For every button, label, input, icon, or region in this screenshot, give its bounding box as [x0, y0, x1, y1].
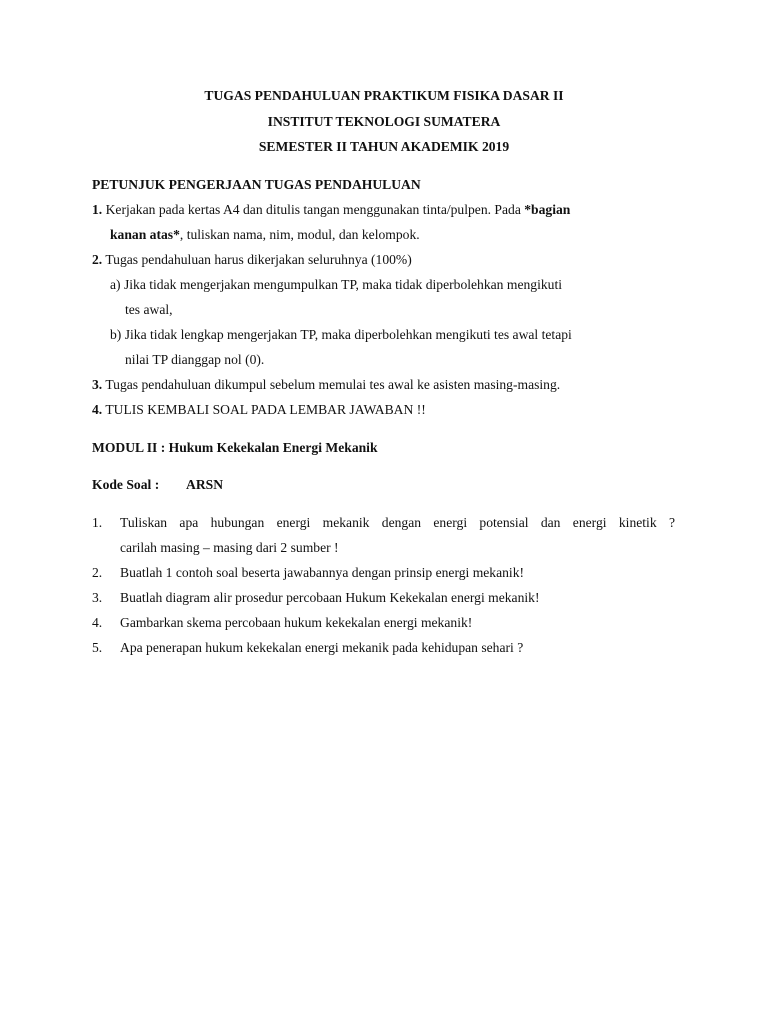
question-3-text: Buatlah diagram alir prosedur percobaan Hukum Kekekalan energi mekanik! [120, 590, 540, 605]
instructions-title: PETUNJUK PENGERJAAN TUGAS PENDAHULUAN [92, 177, 421, 192]
question-1-text-continued: carilah masing – masing dari 2 sumber ! [120, 540, 339, 555]
instruction-item-2-text: Tugas pendahuluan harus dikerjakan seluruhnya (100%) [102, 252, 412, 267]
module-title: MODUL II : Hukum Kekekalan Energi Mekanik [92, 440, 378, 455]
instruction-item-3-number: 3. [92, 377, 103, 392]
instruction-item-2-sub-b-continued: nilai TP dianggap nol (0). [125, 352, 265, 367]
instruction-item-1-continued [110, 227, 420, 243]
instruction-item-1 [92, 202, 570, 218]
question-1-number: 1. [92, 515, 103, 530]
header-title-line-3: SEMESTER II TAHUN AKADEMIK 2019 [258, 139, 510, 154]
instruction-item-2-sub-a-continued: tes awal, [125, 302, 173, 317]
instruction-item-2-sub-b: b) Jika tidak lengkap mengerjakan TP, maka diperbolehkan mengikuti tes awal tetapi [110, 327, 572, 342]
question-1-text: Tuliskan apa hubungan energi mekanik dengan energi potensial dan energi kinetik ? [120, 515, 675, 530]
instruction-item-2 [92, 252, 412, 268]
question-2-number: 2. [92, 565, 103, 580]
question-3-number: 3. [92, 590, 103, 605]
instruction-item-4 [92, 402, 426, 418]
question-4-number: 4. [92, 615, 103, 630]
question-2-text: Buatlah 1 contoh soal beserta jawabannya dengan prinsip energi mekanik! [120, 565, 525, 580]
header-title-line-2: INSTITUT TEKNOLOGI SUMATERA [267, 114, 501, 129]
instruction-item-1-number: 1. [92, 202, 103, 217]
instruction-item-1-bold-a: *bagian [524, 202, 571, 217]
instruction-item-2-number: 2. [92, 252, 103, 267]
header-title-line-1: TUGAS PENDAHULUAN PRAKTIKUM FISIKA DASAR II [204, 88, 564, 103]
code-value: ARSN [186, 477, 224, 492]
question-5-number: 5. [92, 640, 103, 655]
instruction-item-4-text: TULIS KEMBALI SOAL PADA LEMBAR JAWABAN !! [102, 402, 426, 417]
question-4-text: Gambarkan skema percobaan hukum kekekalan energi mekanik! [120, 615, 473, 630]
instruction-item-2-sub-a: a) Jika tidak mengerjakan mengumpulkan TP, maka tidak diperbolehkan mengikuti [110, 277, 563, 292]
instruction-item-1-text: Kerjakan pada kertas A4 dan ditulis tangan menggunakan tinta/pulpen. Pada [102, 202, 525, 217]
instruction-item-4-number: 4. [92, 402, 103, 417]
instruction-item-1-bold-b: kanan atas* [110, 227, 180, 242]
instruction-item-1-text-b: , tuliskan nama, nim, modul, dan kelompok. [179, 227, 420, 242]
question-5-text: Apa penerapan hukum kekekalan energi mekanik pada kehidupan sehari ? [120, 640, 524, 655]
instruction-item-3-text: Tugas pendahuluan dikumpul sebelum memulai tes awal ke asisten masing-masing. [102, 377, 561, 392]
code-label: Kode Soal : [92, 477, 160, 492]
instruction-item-3 [92, 377, 560, 393]
